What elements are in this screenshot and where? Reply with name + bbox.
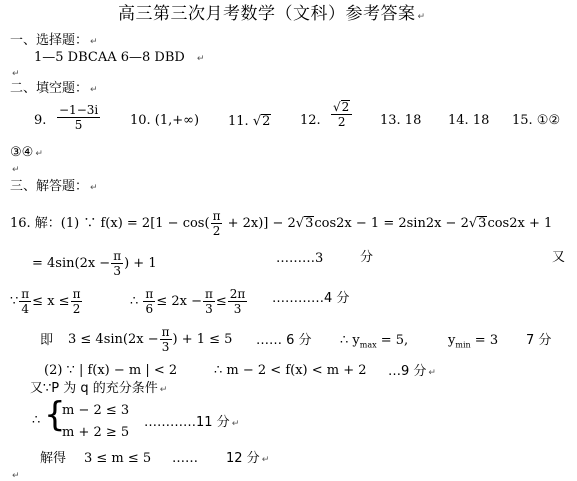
return-mark-icon: ↵: [90, 37, 98, 47]
denominator: 4: [21, 302, 30, 316]
ymin-expr: [448, 334, 498, 350]
q9-numerator: −1−3i: [59, 103, 99, 117]
return-mark-icon: ↵: [90, 183, 98, 193]
expr-text: ) + 1: [124, 256, 157, 271]
q11-label: 11.: [228, 114, 249, 129]
pi-over-4-fraction: [19, 288, 31, 315]
expr-text: ∴ y: [340, 333, 360, 348]
dots: ……: [172, 451, 198, 466]
score-unit: 分: [360, 250, 374, 265]
return-mark-icon: ↵: [196, 54, 205, 64]
score-11-text: …………11 分: [144, 415, 230, 430]
expr-text: cos2x − 1 = 2sin2x − 2: [314, 216, 469, 231]
return-mark-icon: ↵: [261, 455, 270, 465]
expr-text: 3 ≤ 4sin(2x −: [68, 332, 159, 347]
q13-answer: 13. 18: [380, 113, 422, 128]
q12-radicand: 2: [341, 100, 350, 114]
expr-text: ≤ 2x −: [156, 294, 202, 309]
ymax-expr: [340, 334, 408, 350]
solution-line-1: 16. 解：(1) ∵ f(x) = 2[1 − cos( $\frac{\pi}{2}$ + 2x)] − 2√3cos2x − 1 = 2sin2x − 2√3cos2x + 1: [10, 209, 553, 238]
q12-answer: [330, 100, 353, 128]
denominator: 3: [233, 302, 242, 316]
solution-line-4: [68, 326, 232, 353]
heading-text: 三、解答题：: [10, 179, 89, 194]
choice-answers: [34, 51, 204, 64]
because-symbol: ∵: [10, 294, 19, 309]
score-12: [226, 452, 269, 465]
q9-denominator: 5: [74, 118, 83, 132]
denominator: 3: [205, 302, 213, 316]
q9-fraction: [57, 104, 100, 131]
radicand: 3: [478, 216, 487, 231]
q12-denominator: 2: [337, 115, 346, 129]
return-mark-icon: ↵: [90, 85, 98, 95]
return-mark-icon: ↵: [159, 385, 168, 395]
q9-label: 9.: [34, 113, 47, 128]
choice-answers-text: 1—5 DBCAA 6—8 DBD: [34, 50, 185, 65]
solution-line-6: [30, 382, 167, 395]
subscript: min: [455, 340, 471, 350]
return-mark-icon: ↵: [231, 419, 240, 429]
return-mark-icon: ↵: [12, 69, 20, 79]
return-mark-icon: ↵: [417, 12, 426, 22]
expr-text: = 5,: [376, 333, 409, 348]
solution-line-3b: [130, 288, 248, 315]
q12-label: 12.: [300, 113, 321, 128]
system-line-top: m − 2 ≤ 3: [62, 403, 130, 418]
ji-label: 即: [40, 333, 54, 348]
left-brace-icon: {: [44, 395, 66, 435]
q12-fraction: [331, 100, 352, 128]
jiede-label: 解得: [40, 451, 67, 466]
numerator: π: [145, 287, 154, 301]
numerator: π: [161, 325, 170, 339]
continuation-you: 又: [552, 250, 566, 265]
solution-line-3a: [10, 288, 83, 315]
pi-over-3-fraction: [203, 288, 215, 315]
return-mark-icon: ↵: [428, 368, 436, 378]
q10-answer: 10. (1,+∞): [130, 113, 200, 128]
q15-continued-text: ③④: [10, 145, 34, 160]
score-3: ………3: [276, 251, 324, 266]
denominator: 3: [161, 340, 170, 354]
pi-over-3-fraction: [160, 326, 172, 353]
2pi-over-3-fraction: [228, 288, 248, 315]
section-choice-heading: [10, 34, 98, 47]
return-mark-icon: ↵: [35, 149, 43, 159]
score-9: [388, 365, 436, 378]
score-11: [144, 416, 239, 429]
return-mark-icon: ↵: [12, 165, 20, 175]
q9-answer: [56, 104, 101, 131]
expr-text: + 2x)] − 2: [223, 216, 296, 231]
therefore-symbol: ∴: [32, 413, 41, 428]
heading-text: 一、选择题：: [10, 33, 89, 48]
q11-answer: 11. √2: [228, 114, 271, 129]
q15-continued: [10, 146, 43, 159]
numerator: 2π: [229, 287, 246, 301]
denominator: 2: [212, 224, 221, 238]
page-title: [118, 6, 426, 23]
pi-over-3-fraction: [111, 250, 123, 277]
numerator: π: [212, 209, 221, 223]
numerator: π: [72, 287, 81, 301]
heading-text: 二、填空题：: [10, 81, 89, 96]
q14-answer: 14. 18: [448, 113, 490, 128]
section-solution-heading: [10, 180, 98, 193]
expr-text: ≤: [215, 294, 227, 309]
final-range: 3 ≤ m ≤ 5: [84, 451, 152, 466]
numerator: π: [113, 249, 122, 263]
system-line-bottom: m + 2 ≥ 5: [62, 425, 130, 440]
denominator: 2: [72, 302, 81, 316]
subscript: max: [359, 340, 377, 350]
condition-text: 又∵P 为 q 的充分条件: [30, 381, 158, 396]
title-text: 高三第三次月考数学（文科）参考答案: [118, 4, 416, 24]
expr-text: = 3: [470, 333, 499, 348]
numerator: π: [204, 287, 213, 301]
q11-radicand: 2: [262, 114, 271, 129]
score-4: …………4 分: [272, 291, 350, 306]
radicand: 3: [305, 216, 314, 231]
score-7: 7 分: [526, 333, 552, 348]
blank-line: [10, 162, 20, 175]
pi-over-6-fraction: [143, 288, 155, 315]
expr-text: = 4sin(2x −: [32, 256, 111, 271]
expr-text: cos2x + 1: [487, 216, 553, 231]
pi-over-2-fraction: [71, 288, 83, 315]
q15-answer: 15. ①②: [512, 113, 561, 128]
expr-text: 16. 解：(1) ∵ f(x) = 2[1 − cos(: [10, 216, 210, 231]
solution-line-5b: ∴ m − 2 < f(x) < m + 2: [214, 363, 367, 378]
q12-numerator: √2: [331, 100, 352, 115]
solution-line-5a: (2) ∵ | f(x) − m | < 2: [44, 363, 178, 378]
numerator: π: [21, 287, 30, 301]
score-6: …… 6 分: [256, 333, 312, 348]
section-fill-heading: [10, 82, 98, 95]
expr-text: ≤ x ≤: [32, 294, 70, 309]
return-mark-icon: ↵: [12, 471, 20, 481]
solution-line-2: [32, 250, 157, 277]
score-12-text: 12 分: [226, 451, 260, 466]
expr-text: y: [448, 333, 456, 348]
score-9-text: …9 分: [388, 364, 427, 379]
expr-text: ) + 1 ≤ 5: [172, 332, 233, 347]
blank-line: [10, 66, 20, 79]
pi-over-2-fraction: [211, 210, 223, 237]
denominator: 6: [145, 302, 154, 316]
blank-line: [10, 468, 20, 481]
denominator: 3: [113, 264, 121, 278]
therefore-symbol: ∴: [130, 294, 139, 309]
